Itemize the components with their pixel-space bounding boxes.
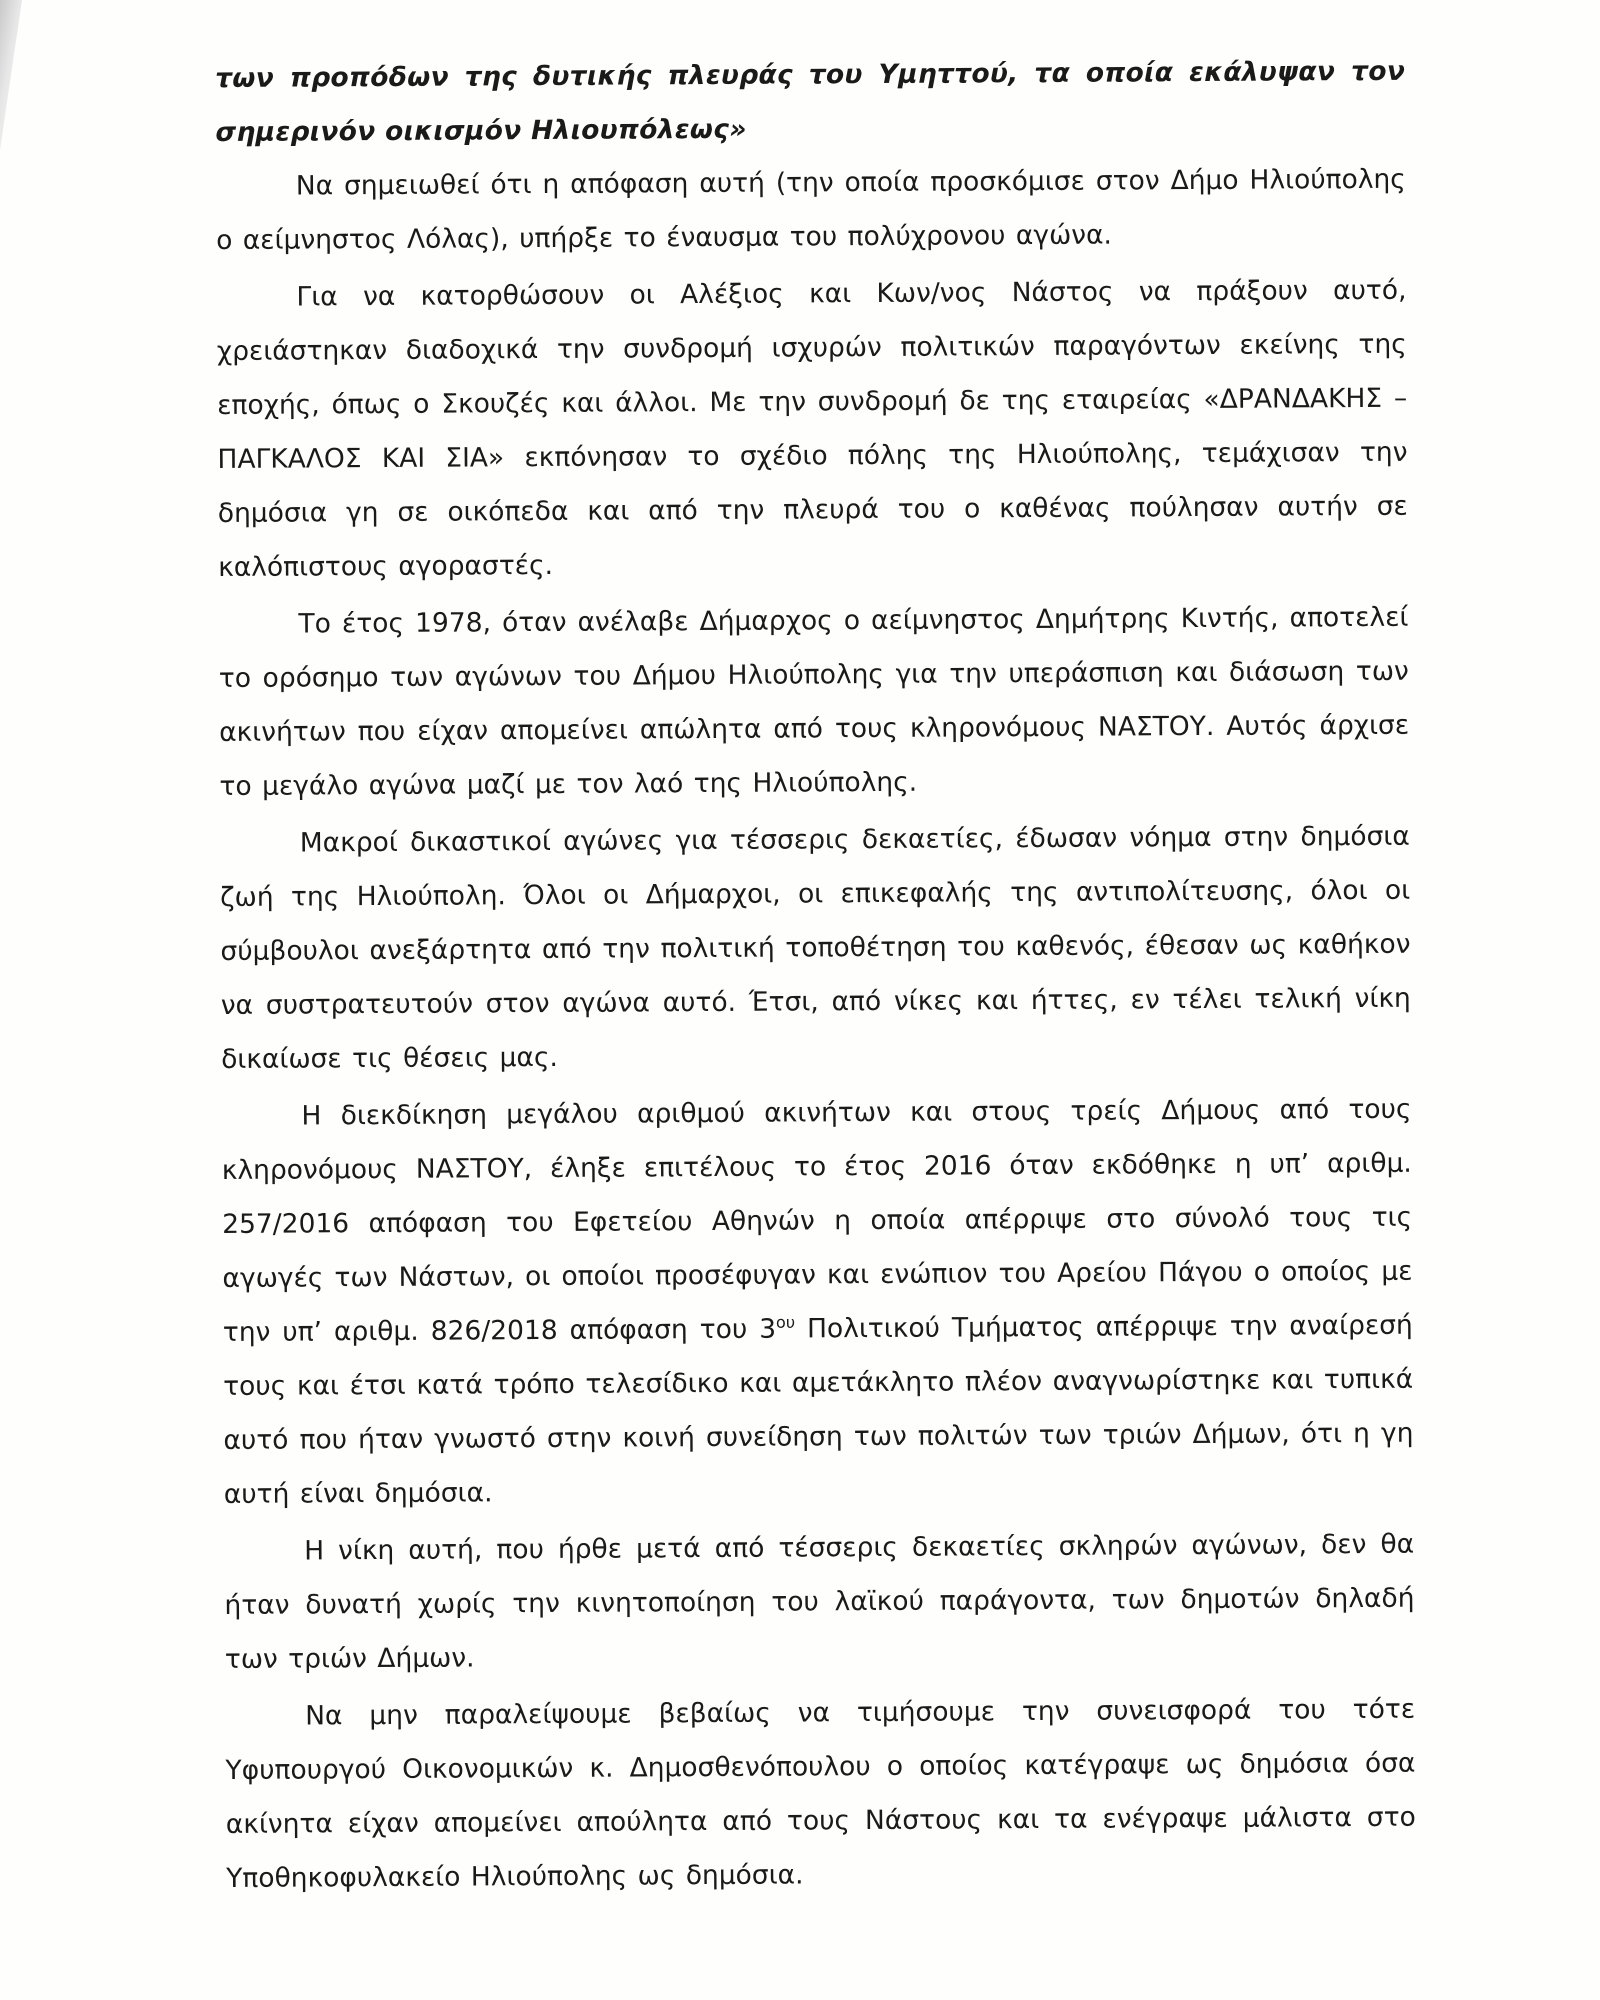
paragraph-3: Το έτος 1978, όταν ανέλαβε Δήμαρχος ο αείμνηστος Δημήτρης Κιντής, αποτελεί το ορόσημο των αγώνων του Δήμου Ηλιούπολης για την υπεράσπιση και διάσωση των ακινήτων που είχαν απομείνει απώλητα από τους κληρονόμους ΝΑΣΤΟΥ. Αυτός άρχισε το μεγάλο αγώνα μαζί με τον λαό της Ηλιούπολης. — [218, 601, 1410, 802]
document-body — [215, 45, 1416, 1909]
paragraph-7: Να μην παραλείψουμε βεβαίως να τιμήσουμε την συνεισφορά του τότε Υφυπουργού Οικονομικών κ. Δημοσθενόπουλου ο οποίος κατέγραψε ως δημόσια όσα ακίνητα είχαν απομείνει απούλητα από τους Νάστους και τα ενέγραψε μάλιστα στο Υποθηκοφυλακείο Ηλιούπολης ως δημόσια. — [225, 1693, 1416, 1894]
scan-edge-shadow — [0, 0, 22, 150]
paragraph-2: Για να κατορθώσουν οι Αλέξιος και Κων/νος Νάστος να πράξουν αυτό, χρειάστηκαν διαδοχικά την συνδρομή ισχυρών πολιτικών παραγόντων εκείνης της εποχής, όπως ο Σκουζές και άλλοι. Με την συνδρομή δε της εταιρείας «ΔΡΑΝΔΑΚΗΣ – ΠΑΓΚΑΛΟΣ ΚΑΙ ΣΙΑ» εκπόνησαν το σχέδιο πόλης της Ηλιούπολης, τεμάχισαν την δημόσια γη σε οικόπεδα και από την πλευρά του ο καθένας πούλησαν αυτήν σε καλόπιστους αγοραστές. — [216, 274, 1408, 583]
paragraph-4: Μακροί δικαστικοί αγώνες για τέσσερις δεκαετίες, έδωσαν νόημα στην δημόσια ζωή της Ηλιούπολη. Όλοι οι Δήμαρχοι, οι επικεφαλής της αντιπολίτευσης, όλοι οι σύμβουλοι ανεξάρτητα από την πολιτική τοποθέτηση του καθενός, έθεσαν ως καθήκον να συστρατευτούν στον αγώνα αυτό. Έτσι, από νίκες και ήττες, εν τέλει τελική νίκη δικαίωσε τις θέσεις μας. — [220, 820, 1411, 1075]
paragraph-1: Να σημειωθεί ότι η απόφαση αυτή (την οποία προσκόμισε στον Δήμο Ηλιούπολης ο αείμνηστος Λόλας), υπήρξε το έναυσμα του πολύχρονου αγώνα. — [216, 163, 1406, 256]
heading-line: των προπόδων της δυτικής πλευράς του Υμηττού, τα οποία εκάλυψαν τον σημερινόν οικισμόν Ηλιουπόλεως» — [215, 55, 1406, 148]
paragraph-5: Η διεκδίκηση μεγάλου αριθμού ακινήτων και στους τρείς Δήμους από τους κληρονόμους ΝΑΣΤΟΥ, έληξε επιτέλους το έτος 2016 όταν εκδόθηκε η υπ’ αριθμ. 257/2016 απόφαση του Εφετείου Αθηνών η οποία απέρριψε στο σύνολό τους τις αγωγές των Νάστων, οι οποίοι προσέφυγαν και ενώπιον του Αρείου Πάγου ο οποίος με την υπ’ αριθμ. 826/2018 απόφαση του $3^{o\upsilon}$ Πολιτικού Τμήματος απέρριψε την αναίρεσή τους και έτσι κατά τρόπο τελεσίδικο και αμετάκλητο πλέον αναγνωρίστηκε και τυπικά αυτό που ήταν γνωστό στην κοινή συνείδηση των πολιτών των τριών Δήμων, ότι η γη αυτή είναι δημόσια. — [221, 1093, 1414, 1510]
paragraph-6: Η νίκη αυτή, που ήρθε μετά από τέσσερις δεκαετίες σκληρών αγώνων, δεν θα ήταν δυνατή χωρίς την κινητοποίηση του λαϊκού παράγοντα, των δημοτών δηλαδή των τριών Δήμων. — [224, 1528, 1415, 1675]
